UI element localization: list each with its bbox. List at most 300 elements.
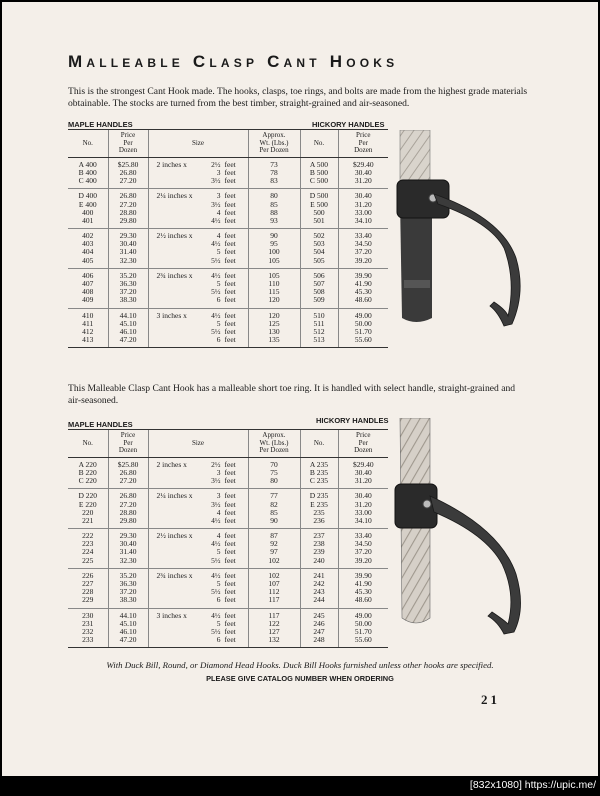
cant-hook-illustration-1 <box>394 130 530 328</box>
unit: feet <box>224 539 236 549</box>
cell-line: E 400 <box>78 199 97 209</box>
cell-line: 410 <box>82 310 94 320</box>
hickory-price-per-dozen <box>338 529 388 569</box>
width <box>157 248 191 256</box>
unit: feet <box>224 547 236 557</box>
cant-hook-illustration-2 <box>392 418 532 640</box>
header-weight: Approx. Wt. (Lbs.) Per Dozen <box>248 430 300 458</box>
unit: feet <box>224 507 236 517</box>
cell-line: 55.60 <box>354 635 372 645</box>
width <box>157 177 191 185</box>
width <box>157 280 191 288</box>
cell-line: 225 <box>82 555 94 565</box>
width <box>157 217 191 225</box>
cell-line: 45.10 <box>119 318 137 328</box>
width <box>157 469 191 477</box>
unit: feet <box>224 191 236 201</box>
unit: feet <box>224 626 236 636</box>
cell-line: 85 <box>270 199 278 209</box>
cell-line: 237 <box>313 531 325 541</box>
header-hickory-no: No. <box>300 130 338 158</box>
unit: feet <box>224 467 236 477</box>
cell-line: 70 <box>270 459 278 469</box>
unit: feet <box>224 279 236 289</box>
cell-line: 38.30 <box>119 295 137 305</box>
intro-paragraph-1: This is the strongest Cant Hook made. The hooks, clasps, toe rings, and bolts are made from the highest grade materials obtainable. The stocks are turned from the best timber, straight-grained and air-seasoned. <box>68 86 528 109</box>
header-hickory-price: Price Per Dozen <box>338 430 388 458</box>
cell-line: 505 <box>313 255 325 265</box>
cell-line: 30.40 <box>354 467 372 477</box>
cell-line: 501 <box>313 215 325 225</box>
unit: feet <box>224 579 236 589</box>
unit: feet <box>224 635 236 645</box>
size-line <box>157 336 246 344</box>
length: 5 <box>216 247 221 257</box>
cell-line: 102 <box>268 570 280 580</box>
cell-line: 27.20 <box>119 476 137 486</box>
cell-line: 132 <box>268 635 280 645</box>
width: 2 inches x <box>156 459 187 469</box>
length: 5 <box>216 618 221 628</box>
cell-line: 88 <box>270 207 278 217</box>
unit: feet <box>224 199 236 209</box>
size <box>148 457 248 489</box>
cell-line: 502 <box>313 231 325 241</box>
cell-line: 78 <box>270 167 278 177</box>
table-row <box>68 308 388 348</box>
width: 2¼ inches x <box>156 191 193 201</box>
cell-line: E 235 <box>310 499 328 509</box>
cell-line: 229 <box>82 595 94 605</box>
width: 2¾ inches x <box>156 570 193 580</box>
length: 3½ <box>211 176 221 186</box>
length: 4 <box>216 207 221 217</box>
width <box>157 257 191 265</box>
cell-line: 228 <box>82 587 94 597</box>
width <box>157 201 191 209</box>
size <box>148 229 248 269</box>
unit: feet <box>224 176 236 186</box>
length: 5 <box>216 318 221 328</box>
cell-line: 221 <box>82 515 94 525</box>
table-row <box>68 608 388 648</box>
width <box>157 540 191 548</box>
cell-line: 80 <box>270 476 278 486</box>
hook-types-footnote: With Duck Bill, Round, or Diamond Head Hooks. Duck Bill Hooks furnished unless other hooks are specified. <box>106 660 494 670</box>
cell-line: 41.90 <box>354 579 372 589</box>
unit: feet <box>224 270 236 280</box>
cell-line: $25.80 <box>117 459 139 469</box>
hickory-catalog-no <box>300 489 338 529</box>
table-row <box>68 529 388 569</box>
cell-line: 226 <box>82 570 94 580</box>
cell-line: 412 <box>82 326 94 336</box>
cell-line: D 235 <box>309 491 329 501</box>
hickory-price-per-dozen <box>338 268 388 308</box>
size <box>148 268 248 308</box>
width <box>157 240 191 248</box>
cell-line: 83 <box>270 176 278 186</box>
width <box>157 296 191 304</box>
hickory-catalog-no <box>300 229 338 269</box>
length: 5½ <box>211 287 221 297</box>
width <box>157 169 191 177</box>
cell-line: 31.40 <box>119 547 137 557</box>
cell-line: 35.20 <box>119 570 137 580</box>
cell-line: 407 <box>82 279 94 289</box>
size-line <box>157 517 246 525</box>
cell-line: 46.10 <box>119 326 137 336</box>
length: 4½ <box>211 570 221 580</box>
cell-line: 39.20 <box>354 255 372 265</box>
cell-line: 37.20 <box>354 247 372 257</box>
price-per-dozen <box>108 308 148 348</box>
width <box>157 509 191 517</box>
cell-line: 401 <box>82 215 94 225</box>
length: 6 <box>216 635 221 645</box>
unit: feet <box>224 318 236 328</box>
cell-line: 405 <box>82 255 94 265</box>
length: 2½ <box>211 459 221 469</box>
cell-line: 46.10 <box>119 626 137 636</box>
cell-line: 120 <box>268 295 280 305</box>
length: 5 <box>216 547 221 557</box>
cell-line: 100 <box>268 247 280 257</box>
weight-per-dozen <box>248 157 300 189</box>
cell-line: D 500 <box>309 191 329 201</box>
cell-line: 26.80 <box>119 191 137 201</box>
width <box>157 557 191 565</box>
cell-line: 245 <box>313 610 325 620</box>
cell-line: 503 <box>313 239 325 249</box>
length: 5½ <box>211 326 221 336</box>
table-row <box>68 268 388 308</box>
size <box>148 308 248 348</box>
cell-line: 31.20 <box>354 499 372 509</box>
size-line <box>157 177 246 185</box>
hickory-catalog-no <box>300 608 338 648</box>
length: 4½ <box>211 539 221 549</box>
cell-line: 80 <box>270 191 278 201</box>
unit: feet <box>224 159 236 169</box>
table-body <box>68 457 388 648</box>
cell-line: 90 <box>270 231 278 241</box>
hickory-handles-label-1: HICKORY HANDLES <box>312 120 385 129</box>
cell-line: 512 <box>313 326 325 336</box>
size-line <box>157 217 246 225</box>
cell-line: 235 <box>313 507 325 517</box>
weight-per-dozen <box>248 229 300 269</box>
cell-line: 48.60 <box>354 295 372 305</box>
cell-line: 90 <box>270 515 278 525</box>
cell-line: 120 <box>268 310 280 320</box>
cell-line: 127 <box>268 626 280 636</box>
cell-line: 36.30 <box>119 579 137 589</box>
size-line <box>157 557 246 565</box>
hickory-price-per-dozen <box>338 608 388 648</box>
cell-line: 102 <box>268 555 280 565</box>
unit: feet <box>224 570 236 580</box>
cell-line: 45.30 <box>354 287 372 297</box>
cell-line: 33.00 <box>354 207 372 217</box>
width: 2½ inches x <box>156 231 193 241</box>
cell-line: 30.40 <box>119 239 137 249</box>
size-line <box>157 257 246 265</box>
length: 6 <box>216 335 221 345</box>
cell-line: 39.90 <box>354 270 372 280</box>
table-row <box>68 568 388 608</box>
catalog-no <box>68 608 108 648</box>
price-per-dozen <box>108 157 148 189</box>
cell-line: 37.20 <box>119 287 137 297</box>
cant-hook-table-1 <box>68 129 388 348</box>
image-caption: [832x1080] https://upic.me/ <box>469 779 596 791</box>
catalog-no <box>68 489 108 529</box>
size <box>148 529 248 569</box>
hickory-catalog-no <box>300 457 338 489</box>
cell-line: 30.40 <box>119 539 137 549</box>
cell-line: 33.40 <box>354 531 372 541</box>
cell-line: 242 <box>313 579 325 589</box>
cell-line: 413 <box>82 335 94 345</box>
cell-line: 117 <box>268 610 280 620</box>
cell-line: 506 <box>313 270 325 280</box>
hickory-catalog-no <box>300 568 338 608</box>
cell-line: 30.40 <box>354 191 372 201</box>
cell-line: 34.10 <box>354 515 372 525</box>
cell-line: 39.90 <box>354 570 372 580</box>
cell-line: 31.40 <box>119 247 137 257</box>
cell-line: 508 <box>313 287 325 297</box>
cell-line: 93 <box>270 215 278 225</box>
cell-line: 73 <box>270 159 278 169</box>
cell-line: $25.80 <box>117 159 139 169</box>
cell-line: 49.00 <box>354 610 372 620</box>
cell-line: 404 <box>82 247 94 257</box>
cell-line: 246 <box>313 618 325 628</box>
cell-line: C 235 <box>309 476 329 486</box>
cell-line: 26.80 <box>119 167 137 177</box>
width <box>157 628 191 636</box>
catalog-no <box>68 529 108 569</box>
page-title: Malleable Clasp Cant Hooks <box>68 52 399 71</box>
cell-line: 31.20 <box>354 176 372 186</box>
cell-line: 227 <box>82 579 94 589</box>
header-hickory-no: No. <box>300 430 338 458</box>
cell-line: E 220 <box>78 499 97 509</box>
hickory-price-per-dozen <box>338 229 388 269</box>
cell-line: 511 <box>313 318 325 328</box>
unit: feet <box>224 215 236 225</box>
catalog-no <box>68 189 108 229</box>
cell-line: 240 <box>313 555 325 565</box>
cell-line: 507 <box>313 279 325 289</box>
width <box>157 288 191 296</box>
length: 3 <box>216 191 221 201</box>
width <box>157 548 191 556</box>
unit: feet <box>224 231 236 241</box>
unit: feet <box>224 326 236 336</box>
header-price: Price Per Dozen <box>108 130 148 158</box>
cell-line: 87 <box>270 531 278 541</box>
cell-line: 31.20 <box>354 199 372 209</box>
table-row <box>68 229 388 269</box>
width <box>157 328 191 336</box>
cell-line: 35.20 <box>119 270 137 280</box>
width <box>157 477 191 485</box>
cell-line: 26.80 <box>119 467 137 477</box>
cell-line: 34.50 <box>354 239 372 249</box>
cell-line: 408 <box>82 287 94 297</box>
width: 3 inches x <box>156 310 187 320</box>
width: 2¾ inches x <box>156 270 193 280</box>
cell-line: 45.30 <box>354 587 372 597</box>
cell-line: 51.70 <box>354 626 372 636</box>
length: 5½ <box>211 626 221 636</box>
hickory-price-per-dozen <box>338 308 388 348</box>
hickory-catalog-no <box>300 157 338 189</box>
size <box>148 489 248 529</box>
table-row <box>68 457 388 489</box>
length: 5½ <box>211 255 221 265</box>
unit: feet <box>224 618 236 628</box>
cell-line: 402 <box>82 231 94 241</box>
cell-line: 27.20 <box>119 199 137 209</box>
cell-line: 112 <box>268 587 280 597</box>
cell-line: 39.20 <box>354 555 372 565</box>
table-row <box>68 489 388 529</box>
catalog-no <box>68 308 108 348</box>
cell-line: 32.30 <box>119 555 137 565</box>
length: 3½ <box>211 476 221 486</box>
cell-line: 130 <box>268 326 280 336</box>
price-per-dozen <box>108 189 148 229</box>
cell-line: 411 <box>82 318 94 328</box>
cell-line: 238 <box>313 539 325 549</box>
width <box>157 336 191 344</box>
width <box>157 501 191 509</box>
cell-line: 49.00 <box>354 310 372 320</box>
cell-line: 28.80 <box>119 507 137 517</box>
unit: feet <box>224 255 236 265</box>
cell-line: 232 <box>82 626 94 636</box>
weight-per-dozen <box>248 268 300 308</box>
cell-line: 27.20 <box>119 499 137 509</box>
header-hickory-price: Price Per Dozen <box>338 130 388 158</box>
cell-line: B 500 <box>309 167 329 177</box>
unit: feet <box>224 207 236 217</box>
hickory-price-per-dozen <box>338 568 388 608</box>
header-no: No. <box>68 130 108 158</box>
table-body <box>68 157 388 348</box>
price-per-dozen <box>108 489 148 529</box>
length: 3 <box>216 491 221 501</box>
cell-line: 37.20 <box>354 547 372 557</box>
cell-line: 50.00 <box>354 318 372 328</box>
cell-line: 51.70 <box>354 326 372 336</box>
cell-line: 50.00 <box>354 618 372 628</box>
cell-line: 243 <box>313 587 325 597</box>
weight-per-dozen <box>248 457 300 489</box>
cell-line: 75 <box>270 467 278 477</box>
unit: feet <box>224 335 236 345</box>
width <box>157 596 191 604</box>
weight-per-dozen <box>248 189 300 229</box>
length: 4½ <box>211 310 221 320</box>
unit: feet <box>224 167 236 177</box>
cell-line: 33.00 <box>354 507 372 517</box>
weight-per-dozen <box>248 489 300 529</box>
cell-line: 41.90 <box>354 279 372 289</box>
cell-line: A 500 <box>309 159 329 169</box>
cell-line: 220 <box>82 507 94 517</box>
unit: feet <box>224 531 236 541</box>
price-per-dozen <box>108 229 148 269</box>
weight-per-dozen <box>248 568 300 608</box>
length: 6 <box>216 595 221 605</box>
weight-per-dozen <box>248 608 300 648</box>
unit: feet <box>224 239 236 249</box>
width <box>157 620 191 628</box>
length: 4½ <box>211 610 221 620</box>
width: 2½ inches x <box>156 531 193 541</box>
cell-line: 105 <box>268 255 280 265</box>
cell-line: 34.50 <box>354 539 372 549</box>
size-line <box>157 296 246 304</box>
cell-line: 110 <box>268 279 280 289</box>
cell-line: 34.10 <box>354 215 372 225</box>
hickory-catalog-no <box>300 189 338 229</box>
cant-hook-table-2 <box>68 429 388 648</box>
cell-line: 115 <box>268 287 280 297</box>
cell-line: 224 <box>82 547 94 557</box>
catalog-page <box>2 2 598 776</box>
cell-line: 30.40 <box>354 491 372 501</box>
size-line <box>157 596 246 604</box>
cell-line: 30.40 <box>354 167 372 177</box>
cell-line: 77 <box>270 491 278 501</box>
cell-line: 85 <box>270 507 278 517</box>
size <box>148 568 248 608</box>
cell-line: 125 <box>268 318 280 328</box>
unit: feet <box>224 295 236 305</box>
width <box>157 580 191 588</box>
unit: feet <box>224 499 236 509</box>
cell-line: 38.30 <box>119 595 137 605</box>
cell-line: B 235 <box>309 467 329 477</box>
cell-line: 29.30 <box>119 231 137 241</box>
price-per-dozen <box>108 568 148 608</box>
cell-line: C 220 <box>78 476 97 486</box>
cell-line: 135 <box>268 335 280 345</box>
cell-line: 241 <box>313 570 325 580</box>
table-row <box>68 157 388 189</box>
cell-line: 236 <box>313 515 325 525</box>
length: 5½ <box>211 587 221 597</box>
cell-line: 222 <box>82 531 94 541</box>
price-per-dozen <box>108 608 148 648</box>
length: 4½ <box>211 515 221 525</box>
cell-line: 37.20 <box>119 587 137 597</box>
width: 3 inches x <box>156 610 187 620</box>
cell-line: A 400 <box>78 159 97 169</box>
catalog-no <box>68 457 108 489</box>
weight-per-dozen <box>248 529 300 569</box>
cell-line: 248 <box>313 635 325 645</box>
length: 5 <box>216 279 221 289</box>
size <box>148 189 248 229</box>
cell-line: 513 <box>313 335 325 345</box>
